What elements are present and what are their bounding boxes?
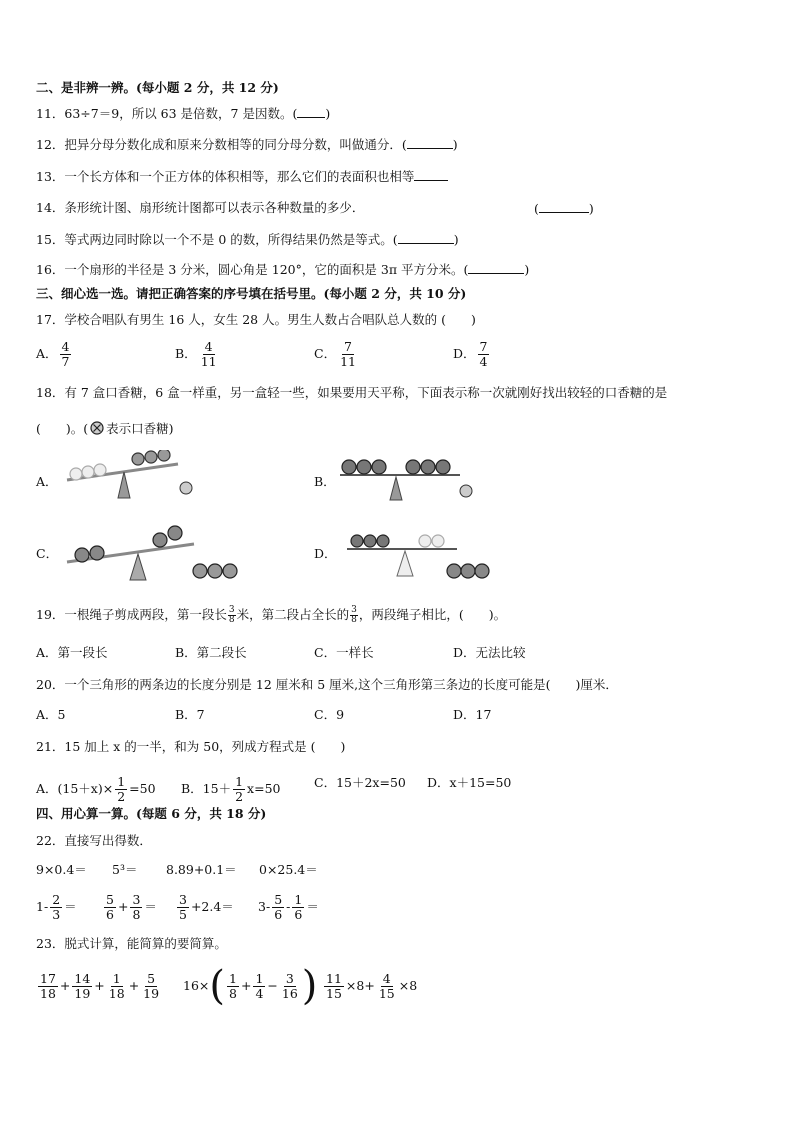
option-text: =50 <box>129 781 156 796</box>
denominator: 2 <box>235 789 244 804</box>
fraction <box>60 340 72 369</box>
q14-open: ( <box>534 201 539 216</box>
q20-option-b[interactable]: B．7 <box>175 707 205 722</box>
fraction <box>324 972 344 1001</box>
q18-option-a-label[interactable]: A． <box>36 474 58 489</box>
q21-option-b[interactable] <box>181 775 280 804</box>
denominator: 19 <box>143 986 160 1001</box>
denominator: 15 <box>326 986 342 1001</box>
fraction <box>253 972 265 1001</box>
q15-close: ) <box>453 232 459 247</box>
denominator: 18 <box>40 986 56 1001</box>
numerator: 5 <box>106 892 114 907</box>
operator: + <box>240 978 252 993</box>
fraction <box>227 972 239 1001</box>
section-2-title: 二、是非辨一辨。(每小题 2 分，共 12 分) <box>36 80 279 95</box>
q20-option-c[interactable]: C．9 <box>314 707 345 722</box>
calc-item <box>102 893 157 922</box>
numerator: 14 <box>74 971 91 986</box>
denominator: 4 <box>255 985 264 1001</box>
fraction <box>272 893 284 922</box>
expr-text: ×8 <box>345 978 365 993</box>
question-13 <box>36 168 448 185</box>
option-text: A．(15＋x)× <box>36 781 114 796</box>
left-paren: ( <box>209 963 225 1009</box>
operator: + <box>128 978 140 993</box>
denominator: 8 <box>228 615 235 625</box>
calc-item: 8.89+0.1＝ <box>166 862 237 877</box>
answer-blank[interactable] <box>407 136 453 149</box>
answer-blank[interactable] <box>297 105 325 118</box>
numerator: 1 <box>294 892 303 907</box>
question-14 <box>36 200 364 216</box>
option-text: x=50 <box>247 781 281 796</box>
question-23: 23．脱式计算，能简算的要简算。 <box>36 936 227 951</box>
fraction <box>199 340 219 369</box>
operator: − <box>267 978 278 993</box>
question-11 <box>36 105 330 122</box>
q16-close: ) <box>524 262 530 277</box>
expr-text: ＝ <box>144 899 157 914</box>
calc-item: 9×0.4＝ <box>36 862 87 877</box>
numerator: 17 <box>40 971 56 986</box>
question-18: 18．有 7 盒口香糖，6 盒一样重，另一盒轻一些，如果要用天平称，下面表示称一次就刚好找出较轻的口香糖的是 <box>36 385 668 400</box>
question-12 <box>36 136 458 153</box>
calc-expression-3 <box>322 972 417 1001</box>
balance-c-image <box>62 522 252 584</box>
question-18-line2 <box>36 421 174 437</box>
q18-paren: ( )。( <box>36 421 89 436</box>
q18-legend-text: 表示口香糖) <box>106 421 174 436</box>
numerator: 3 <box>132 892 141 907</box>
numerator: 1 <box>235 774 244 789</box>
q14-close: ) <box>588 201 594 216</box>
denominator: 6 <box>106 907 114 922</box>
expr-text: ×8 <box>398 978 418 993</box>
expr-text: ＝ <box>306 899 319 914</box>
denominator: 18 <box>108 986 125 1001</box>
q19-option-a[interactable]: A．第一段长 <box>36 645 108 660</box>
q21-option-c[interactable]: C．15＋2x=50 <box>314 775 406 790</box>
q19-option-b[interactable]: B．第二段长 <box>175 645 247 660</box>
numerator: 11 <box>326 971 342 986</box>
q20-option-a[interactable]: A．5 <box>36 707 66 722</box>
fraction <box>228 606 236 625</box>
fraction <box>377 972 397 1001</box>
answer-blank[interactable] <box>468 261 524 274</box>
numerator: 5 <box>147 971 156 986</box>
numerator: 3 <box>179 892 187 907</box>
denominator: 2 <box>117 789 126 804</box>
answer-blank[interactable] <box>398 231 454 244</box>
balance-a-image <box>62 450 212 502</box>
fraction <box>233 775 245 804</box>
q17-option-a[interactable] <box>36 340 73 369</box>
denominator: 11 <box>340 354 356 369</box>
denominator: 6 <box>294 907 303 922</box>
denominator: 11 <box>200 354 217 369</box>
q20-option-d[interactable]: D．17 <box>453 707 492 722</box>
q18-option-d-label[interactable]: D． <box>314 546 337 561</box>
denominator: 8 <box>229 985 237 1001</box>
option-label: A． <box>36 346 58 361</box>
section-3-title: 三、细心选一选。请把正确答案的序号填在括号里。(每小题 2 分，共 10 分) <box>36 286 467 301</box>
calc-item: 5³＝ <box>112 862 138 877</box>
q11-text: 11．63÷7＝9，所以 63 是倍数，7 是因数。( <box>36 106 298 121</box>
calc-expression-1 <box>36 972 163 1001</box>
numerator: 3 <box>285 970 294 986</box>
q16-text: 16．一个扇形的半径是 3 分米，圆心角是 120°，它的面积是 3π 平方分米。( <box>36 262 469 277</box>
gum-icon <box>90 421 104 435</box>
balance-d-image <box>345 526 495 584</box>
numerator: 7 <box>479 339 488 354</box>
denominator: 15 <box>378 986 395 1001</box>
question-22: 22．直接写出得数． <box>36 833 152 848</box>
fraction <box>292 893 304 922</box>
fraction <box>177 893 189 922</box>
expr-text: 3- <box>258 899 271 914</box>
denominator: 4 <box>479 354 488 369</box>
option-label: C． <box>314 346 337 361</box>
expr-text: 1- <box>36 899 49 914</box>
calc-item: 0×25.4＝ <box>259 862 318 877</box>
fraction <box>338 340 358 369</box>
q17-option-b[interactable] <box>175 340 221 369</box>
numerator: 1 <box>229 970 237 986</box>
fraction <box>350 606 358 625</box>
operator: + <box>364 978 375 993</box>
denominator: 16 <box>281 985 298 1001</box>
option-text: B．15＋ <box>181 781 232 796</box>
denominator: 7 <box>61 354 70 369</box>
fraction <box>72 972 92 1001</box>
q13-text: 13．一个长方体和一个正方体的体积相等，那么它们的表面积也相等 <box>36 169 415 184</box>
fraction <box>107 972 127 1001</box>
q14-text: 14．条形统计图、扇形统计图都可以表示各种数量的多少． <box>36 200 365 215</box>
answer-blank[interactable] <box>414 168 448 181</box>
q19-text-b: 米，第二段占全长的 <box>236 607 350 622</box>
q18-option-c-label[interactable]: C． <box>36 546 59 561</box>
question-16 <box>36 261 529 278</box>
section-4-title: 四、用心算一算。(每题 6 分，共 18 分) <box>36 806 267 821</box>
expr-text: + <box>117 899 129 914</box>
fraction <box>104 893 116 922</box>
question-20: 20．一个三角形的两条边的长度分别是 12 厘米和 5 厘米,这个三角形第三条边的长度可能是( )厘米． <box>36 677 618 692</box>
q21-option-a[interactable] <box>36 775 156 804</box>
q17-option-c[interactable] <box>314 340 360 369</box>
q18-option-b-label[interactable]: B． <box>314 474 336 489</box>
q19-option-c[interactable]: C．一样长 <box>314 645 374 660</box>
q14-answer <box>534 200 594 217</box>
fraction <box>115 775 127 804</box>
q15-text: 15．等式两边同时除以一个不是 0 的数，所得结果仍然是等式。( <box>36 232 398 247</box>
denominator: 5 <box>179 907 187 922</box>
q12-close: ) <box>452 137 458 152</box>
numerator: 2 <box>52 892 61 907</box>
calc-item <box>175 893 234 922</box>
q11-close: ) <box>325 106 331 121</box>
option-label: D． <box>453 346 476 361</box>
option-label: B． <box>175 346 197 361</box>
numerator: 1 <box>117 774 126 789</box>
q17-option-d[interactable] <box>453 340 491 369</box>
question-17: 17．学校合唱队有男生 16 人，女生 28 人。男生人数占合唱队总人数的 ( ) <box>36 312 476 327</box>
right-paren: ) <box>301 963 318 1009</box>
balance-b-image <box>338 455 488 505</box>
numerator: 3 <box>351 605 357 615</box>
numerator: 4 <box>61 339 70 354</box>
answer-blank[interactable] <box>539 200 589 213</box>
calc-expression-2 <box>183 963 318 1009</box>
numerator: 1 <box>255 970 264 986</box>
fraction <box>478 340 490 369</box>
numerator: 1 <box>112 971 121 986</box>
question-21: 21．15 加上 x 的一半，和为 50，列成方程式是 ( ) <box>36 739 346 754</box>
numerator: 5 <box>274 892 283 907</box>
q21-option-d[interactable]: D．x＋15=50 <box>427 775 512 790</box>
numerator: 3 <box>228 605 235 615</box>
question-19 <box>36 606 506 625</box>
fraction <box>280 972 300 1001</box>
expr-text: - <box>286 899 291 914</box>
denominator: 19 <box>74 986 91 1001</box>
numerator: 7 <box>344 339 352 354</box>
operator: + <box>94 978 105 993</box>
calc-item <box>258 893 319 922</box>
q19-text-a: 19．一根绳子剪成两段，第一段长 <box>36 607 227 622</box>
calc-item <box>36 893 77 922</box>
fraction <box>38 972 58 1001</box>
denominator: 8 <box>132 907 141 922</box>
fraction <box>141 972 161 1001</box>
numerator: 4 <box>204 339 213 354</box>
operator: + <box>59 978 71 993</box>
q19-option-d[interactable]: D．无法比较 <box>453 645 526 660</box>
q19-text-c: ，两段绳子相比，( )。 <box>358 607 507 622</box>
expr-text: ＝ <box>64 899 77 914</box>
fraction <box>130 893 142 922</box>
fraction <box>50 893 62 922</box>
denominator: 3 <box>52 907 61 922</box>
question-15 <box>36 231 459 248</box>
expr-text: 16× <box>183 978 210 993</box>
denominator: 6 <box>274 907 283 922</box>
denominator: 8 <box>351 615 357 625</box>
numerator: 4 <box>382 971 391 986</box>
expr-text: +2.4＝ <box>190 899 234 914</box>
q12-text: 12．把异分母分数化成和原来分数相等的同分母分数，叫做通分．( <box>36 137 407 152</box>
